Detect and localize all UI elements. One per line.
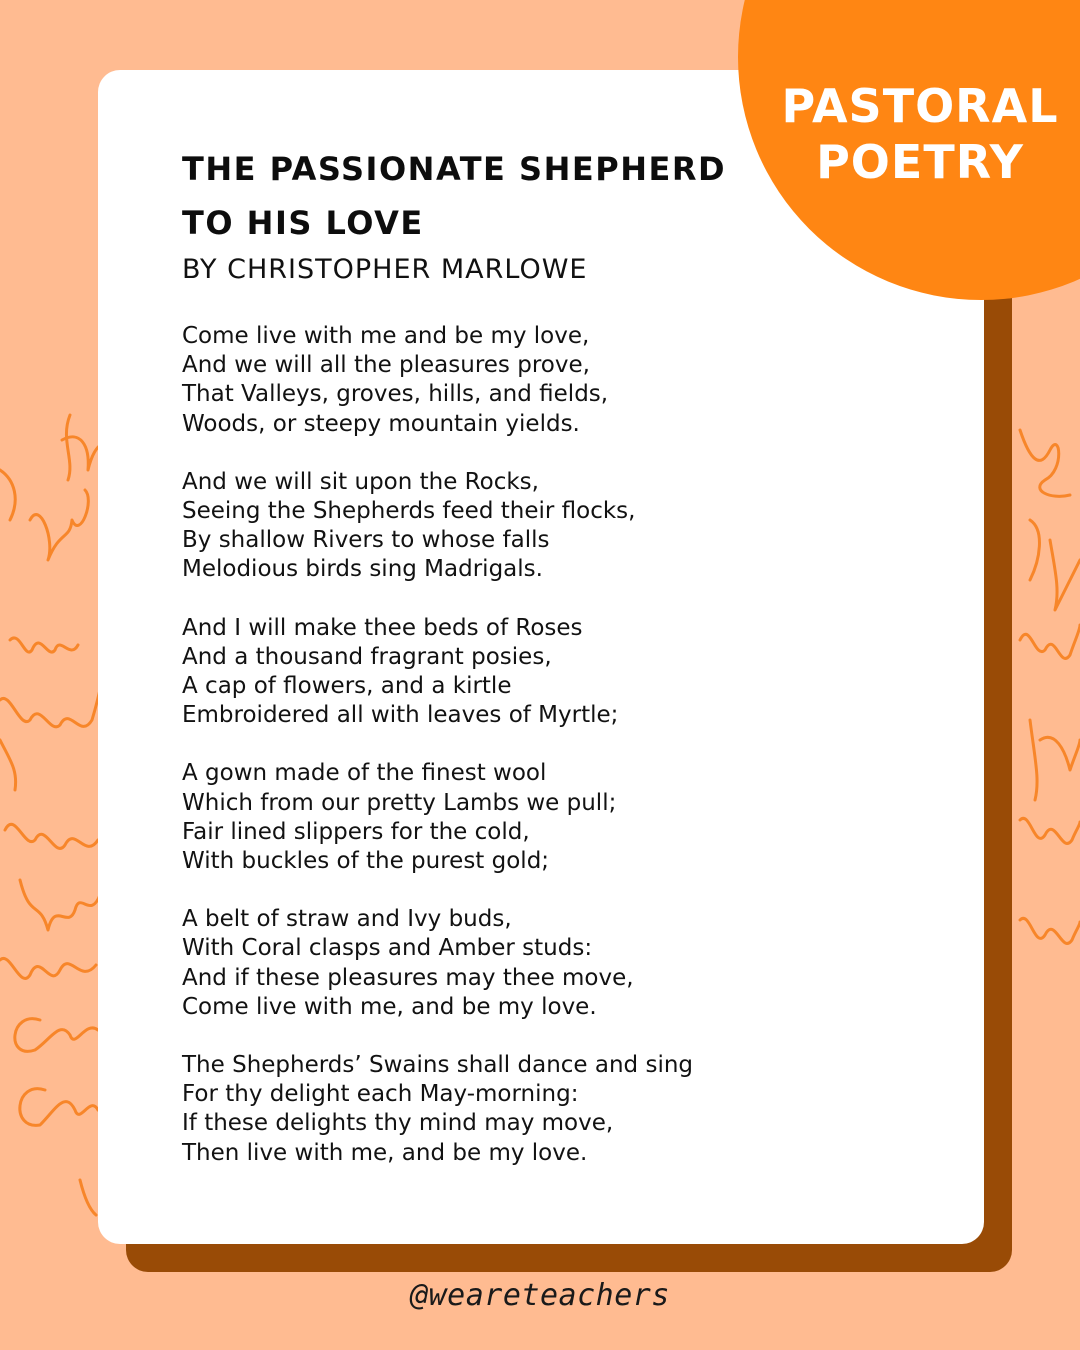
poem-line: A gown made of the finest wool [182, 760, 547, 787]
poem-line: A cap of flowers, and a kirtle [182, 673, 512, 700]
poem-line: For thy delight each May-morning: [182, 1081, 579, 1108]
poem-line: And I will make thee beds of Roses [182, 614, 583, 641]
poem-line: Which from our pretty Lambs we pull; [182, 789, 617, 816]
poem-line: That Valleys, groves, hills, and fields, [182, 381, 609, 408]
poem-line: And a thousand fragrant posies, [182, 643, 552, 670]
poem-line: Seeing the Shepherds feed their flocks, [182, 498, 636, 525]
category-badge-label [770, 78, 1070, 190]
poem-author: BY CHRISTOPHER MARLOWE [182, 254, 588, 285]
poem-line: If these delights thy mind may move, [182, 1110, 614, 1137]
poem-line: The Shepherds’ Swains shall dance and sing [182, 1052, 694, 1079]
poem-line: With buckles of the purest gold; [182, 848, 550, 875]
poem-line: Embroidered all with leaves of Myrtle; [182, 702, 619, 729]
poem-line: And if these pleasures may thee move, [182, 964, 634, 991]
poem-line: And we will sit upon the Rocks, [182, 468, 539, 495]
stanza-6 [182, 1051, 984, 1168]
poem-line: Then live with me, and be my love. [182, 1139, 588, 1166]
poem-line: Melodious birds sing Madrigals. [182, 556, 543, 583]
stanza-3 [182, 614, 984, 731]
badge-line-1: PASTORAL [781, 79, 1059, 133]
poem-line: Come live with me and be my love, [182, 323, 590, 349]
poem-line: A belt of straw and Ivy buds, [182, 906, 512, 933]
badge-line-2: POETRY [816, 135, 1024, 189]
poem-line: With Coral clasps and Amber studs: [182, 935, 593, 962]
poem-body [182, 322, 984, 1168]
stanza-5 [182, 905, 984, 1022]
stanza-2 [182, 468, 984, 585]
poem-line: Woods, or steepy mountain yields. [182, 410, 580, 437]
stanza-4 [182, 759, 984, 876]
poem-line: Fair lined slippers for the cold, [182, 818, 530, 845]
poem-title: THE PASSIONATE SHEPHERD TO HIS LOVE [182, 150, 727, 242]
poem-line: By shallow Rivers to whose falls [182, 527, 550, 554]
stanza-1 [182, 322, 984, 439]
poem-line: Come live with me, and be my love. [182, 993, 597, 1020]
poem-line: And we will all the pleasures prove, [182, 352, 590, 379]
social-handle: @weareteachers [410, 1278, 670, 1313]
